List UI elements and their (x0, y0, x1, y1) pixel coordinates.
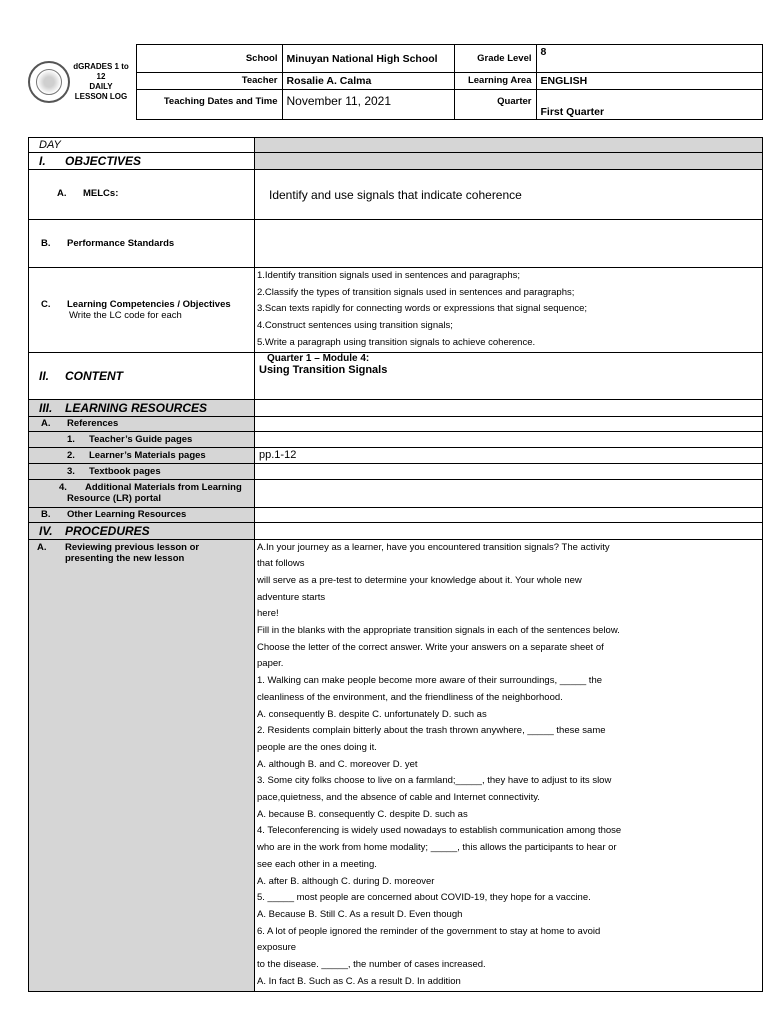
content-heading: II. CONTENT (29, 352, 255, 399)
competency-item: 4.Construct sentences using transition signals; (257, 320, 453, 332)
review-line: will serve as a pre-test to determine your knowledge about it. Your whole new (257, 574, 582, 586)
performance-standards-row (29, 220, 763, 268)
review-line: pace,quietness, and the absence of cable and Internet connectivity. (257, 792, 540, 804)
objectives-row (29, 153, 763, 170)
review-line: A.In your journey as a learner, have you encountered transition signals? The activity (257, 541, 610, 553)
learning-resources-row (29, 399, 763, 416)
content-value: Quarter 1 – Module 4: Using Transition Signals (255, 352, 763, 399)
textbook-row (29, 463, 763, 479)
learning-area-value: ENGLISH (536, 73, 762, 89)
review-content (255, 539, 763, 991)
competency-item: 1.Identify transition signals used in sentences and paragraphs; (257, 270, 520, 281)
review-line: people are the ones doing it. (257, 741, 377, 753)
review-line: A. In fact B. Such as C. As a result D. In addition (257, 975, 461, 987)
references-label: A. References (29, 416, 255, 431)
competencies-row (29, 268, 763, 353)
school-value: Minuyan National High School (282, 45, 454, 73)
learners-materials-row (29, 447, 763, 463)
teachers-guide-row (29, 431, 763, 447)
review-line: 2. Residents complain bitterly about the trash thrown anywhere, _____ these same (257, 725, 606, 737)
learning-area-label: Learning Area (454, 73, 536, 89)
content-row (29, 352, 763, 399)
objectives-heading: I. OBJECTIVES (29, 153, 255, 170)
learners-materials-value: pp.1-12 (255, 447, 763, 463)
header-table (28, 44, 763, 120)
competency-item: 3.Scan texts rapidly for connecting words or expressions that signal sequence; (257, 303, 588, 315)
review-line: to the disease. _____, the number of cases increased. (257, 959, 486, 971)
melc-value: Identify and use signals that indicate coherence (255, 170, 763, 220)
procedures-row (29, 522, 763, 539)
review-line: here! (257, 608, 279, 620)
review-line: 1. Walking can make people become more aware of their surroundings, _____ the (257, 675, 603, 687)
learners-materials-label: 2. Learner’s Materials pages (29, 447, 255, 463)
lesson-log-title: dGRADES 1 to 12 DAILY LESSON LOG (73, 62, 129, 101)
competencies-label: C. Learning Competencies / Objectives Write the LC code for each (29, 268, 255, 353)
quarter-label: Quarter (454, 89, 536, 119)
grade-level-value: 8 (536, 45, 762, 73)
performance-standards-label: B. Performance Standards (29, 220, 255, 268)
references-row (29, 416, 763, 431)
lesson-log-table (28, 137, 763, 992)
review-line: cleanliness of the environment, and the friendliness of the neighborhood. (257, 691, 563, 703)
dates-value: November 11, 2021 (282, 89, 454, 119)
competency-item: 5.Write a paragraph using transition signals to achieve coherence. (257, 336, 536, 348)
teacher-label: Teacher (136, 73, 282, 89)
logo-title-cell (28, 45, 136, 120)
school-label: School (136, 45, 282, 73)
additional-materials-label: 4. Additional Materials from Learning Resource (LR) portal (29, 479, 255, 507)
day-label: DAY (29, 138, 255, 153)
other-resources-row (29, 507, 763, 522)
day-value (255, 138, 763, 153)
quarter-value: First Quarter (536, 89, 762, 119)
review-line: 3. Some city folks choose to live on a farmland;_____, they have to adjust to its slow (257, 775, 612, 787)
review-line: adventure starts (257, 591, 326, 603)
review-line: A. consequently B. despite C. unfortunately D. such as (257, 708, 487, 720)
review-line: A. although B. and C. moreover D. yet (257, 758, 418, 770)
review-line: exposure (257, 942, 297, 954)
review-line: A. after B. although C. during D. moreover (257, 875, 435, 887)
competency-item: 2.Classify the types of transition signals used in sentences and paragraphs; (257, 286, 575, 298)
performance-standards-value (255, 220, 763, 268)
day-row (29, 138, 763, 153)
deped-seal-icon (28, 61, 70, 103)
review-line: 6. A lot of people ignored the reminder of the government to stay at home to avoid (257, 925, 601, 937)
review-line: 4. Teleconferencing is widely used nowadays to establish communication among those (257, 825, 622, 837)
competencies-list (255, 268, 763, 353)
textbook-label: 3. Textbook pages (29, 463, 255, 479)
melc-row (29, 170, 763, 220)
procedures-heading: IV. PROCEDURES (29, 522, 255, 539)
review-line: A. because B. consequently C. despite D. such as (257, 808, 468, 820)
additional-materials-row (29, 479, 763, 507)
review-line: see each other in a meeting. (257, 858, 377, 870)
review-line: paper. (257, 658, 284, 670)
learning-resources-heading: III. LEARNING RESOURCES (29, 399, 255, 416)
teacher-value: Rosalie A. Calma (282, 73, 454, 89)
review-line: 5. _____ most people are concerned about COVID-19, they hope for a vaccine. (257, 892, 591, 904)
review-line: A. Because B. Still C. As a result D. Even though (257, 908, 463, 920)
review-line: that follows (257, 558, 305, 570)
grade-level-label: Grade Level (454, 45, 536, 73)
review-line: who are in the work from home modality; _____, this allows the participants to hear or (257, 842, 617, 854)
dates-label: Teaching Dates and Time (136, 89, 282, 119)
review-line: Fill in the blanks with the appropriate transition signals in each of the sentences below. (257, 625, 620, 637)
melc-label: A. MELCs: (29, 170, 255, 220)
review-line: Choose the letter of the correct answer. Write your answers on a separate sheet of (257, 641, 604, 653)
other-resources-label: B. Other Learning Resources (29, 507, 255, 522)
teachers-guide-label: 1. Teacher’s Guide pages (29, 431, 255, 447)
review-row (29, 539, 763, 991)
review-label: A. Reviewing previous lesson or presenting the new lesson (29, 539, 255, 991)
